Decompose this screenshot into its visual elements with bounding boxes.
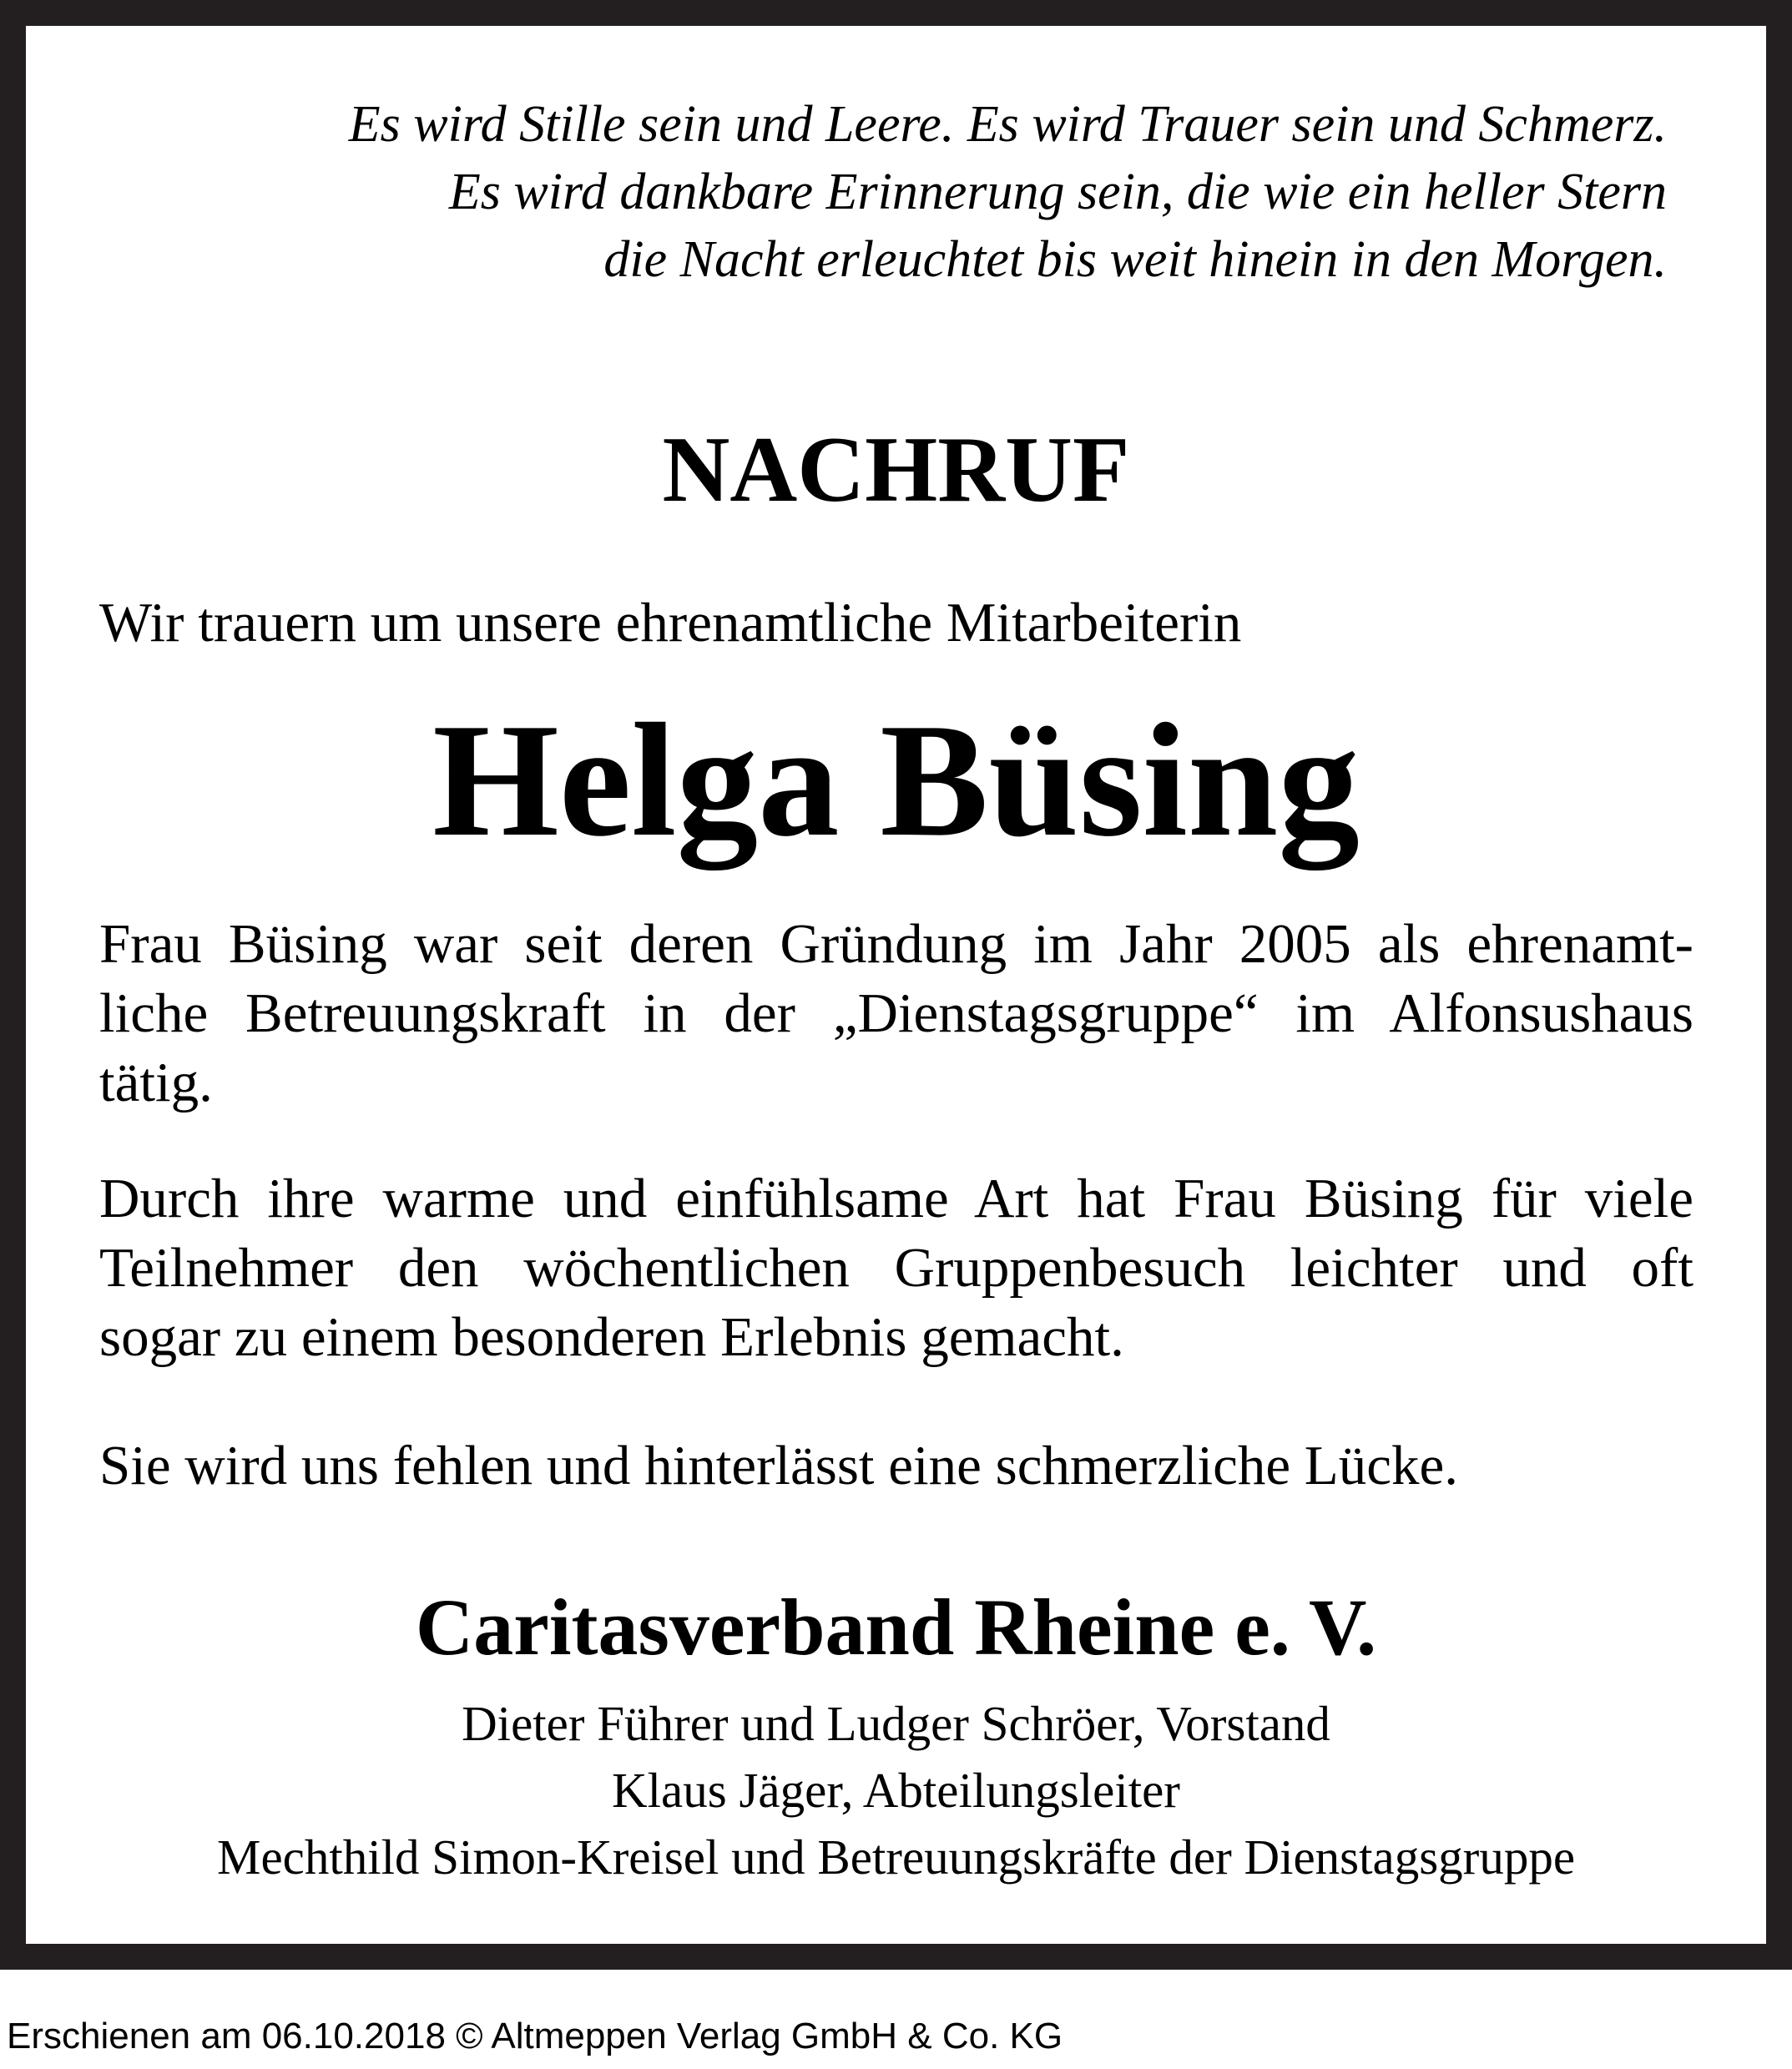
paragraph-line: Teilnehmer den wöchentlichen Gruppenbesuch leichter und oft [99,1237,1694,1299]
paragraph-line: Frau Büsing war seit deren Gründung im Jahr 2005 als ehrenamt- [99,913,1694,975]
paragraph-line: tätig. [99,1052,213,1113]
publication-footer: Erschienen am 06.10.2018 © Altmeppen Verlag GmbH & Co. KG [7,2016,1063,2056]
paragraph-line: Sie wird uns fehlen und hinterlässt eine schmerzliche Lücke. [99,1435,1458,1496]
signer-line: Klaus Jäger, Abteilungsleiter [612,1763,1180,1818]
motto-line: Es wird Stille sein und Leere. Es wird Trauer sein und Schmerz. [348,96,1667,153]
paragraph-line: liche Betreuungskraft in der „Dienstagsgruppe“ im Alfonsushaus [99,982,1694,1044]
organization-name: Caritasverband Rheine e. V. [415,1582,1377,1672]
motto-line: Es wird dankbare Erinnerung sein, die wie ein heller Stern [448,164,1667,220]
paragraph-tenure [99,910,1694,1118]
paragraph-line: Durch ihre warme und einfühlsame Art hat Frau Büsing für viele [99,1168,1694,1229]
signer-line: Mechthild Simon-Kreisel und Betreuungskräfte der Dienstagsgruppe [216,1829,1576,1885]
motto-line: die Nacht erleuchtet bis weit hinein in den Morgen. [603,231,1667,288]
obituary-heading: NACHRUF [662,418,1130,522]
paragraph-closing [99,1431,1694,1501]
motto-poem [349,91,1667,294]
deceased-name: Helga Büsing [432,690,1360,870]
signer-line: Dieter Führer und Ludger Schröer, Vorstand [462,1696,1330,1751]
signers-list [0,1690,1792,1890]
paragraph-appreciation [99,1164,1694,1372]
intro-line: Wir trauern um unsere ehrenamtliche Mitarbeiterin [99,592,1242,654]
paragraph-line: sogar zu einem besonderen Erlebnis gemacht. [99,1306,1124,1368]
